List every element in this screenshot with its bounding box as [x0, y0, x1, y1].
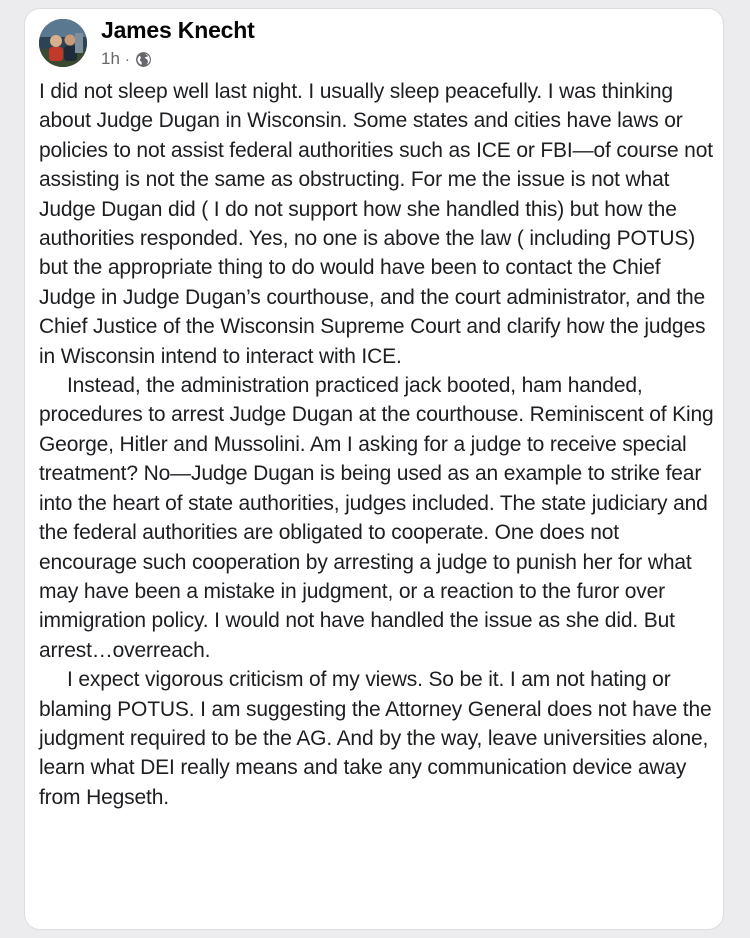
avatar[interactable] — [39, 19, 87, 67]
post-time[interactable]: 1h — [101, 49, 120, 68]
post-card — [24, 8, 724, 930]
post-paragraph: I expect vigorous criticism of my views. So be it. I am not hating or blaming POTUS. I am suggesting the Attorney General does not have the judgment required to be the AG. And by the way, leave universities alone, learn what DEI really means and take any communication device away from Hegseth. — [39, 668, 712, 809]
post-body — [39, 77, 719, 812]
author-name[interactable]: James Knecht — [101, 17, 255, 43]
meta-separator: · — [124, 50, 130, 68]
post-paragraph: I did not sleep well last night. I usually sleep peacefully. I was thinking about Judge Dugan in Wisconsin. Some states and cities have laws or policies to not assist federal authorities such as ICE or FBI—of course not assisting is not the same as obstructing. For me the issue is not what Judge Dugan did ( I do not support how she handled this) but how the authorities responded. Yes, no one is above the law ( including POTUS) but the appropriate thing to do would have been to contact the Chief Judge in Judge Dugan’s courthouse, and the court administrator, and the Chief Justice of the Wisconsin Supreme Court and clarify how the judges in Wisconsin intend to interact with ICE. — [39, 80, 713, 368]
profile-photo — [39, 19, 87, 67]
post-meta — [101, 48, 152, 70]
globe-icon[interactable] — [135, 51, 152, 68]
post-paragraph: Instead, the administration practiced jack booted, ham handed, procedures to arrest Judge Dugan at the courthouse. Reminiscent of King George, Hitler and Mussolini. Am I asking for a judge to receive special treatment? No—Judge Dugan is being used as an example to strike fear into the heart of state authorities, judges included. The state judiciary and the federal authorities are obligated to cooperate. One does not encourage such cooperation by arresting a judge to punish her for what may have been a mistake in judgment, or a reaction to the furor over immigration policy. I would not have handled the issue as she did. But arrest…overreach. — [39, 374, 714, 662]
